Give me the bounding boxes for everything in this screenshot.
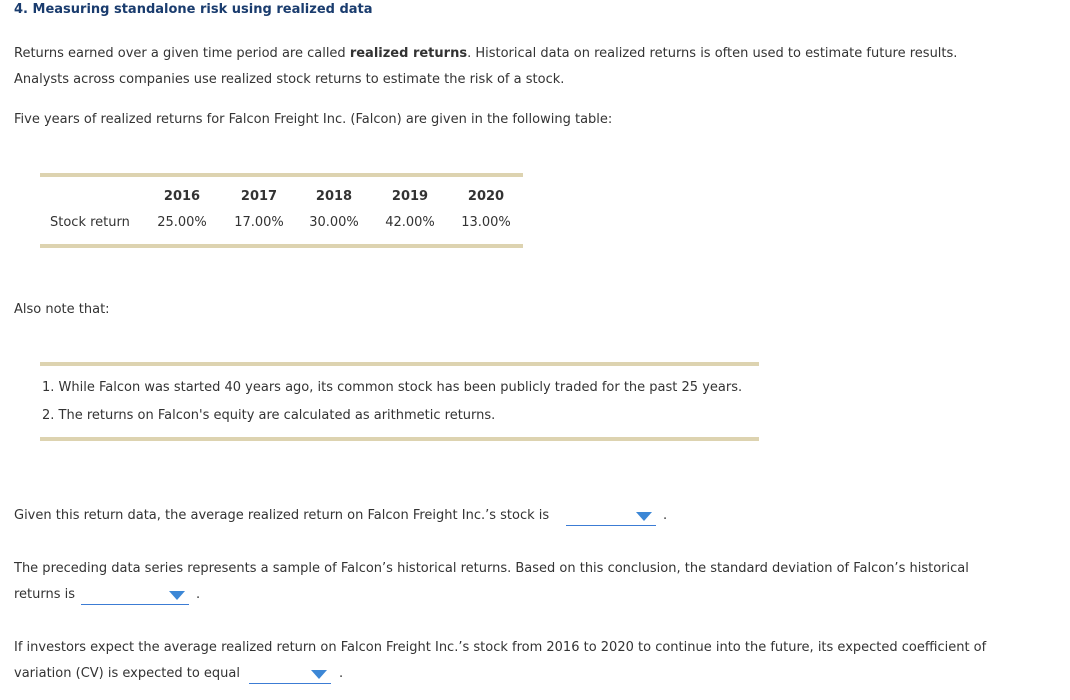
return-value: 13.00% <box>461 215 511 230</box>
intro-line-2: Analysts across companies use realized stock returns to estimate the risk of a stock. <box>14 72 565 87</box>
year-header: 2016 <box>163 189 201 204</box>
intro-text: Returns earned over a given time period are called <box>14 46 350 61</box>
intro-bold-term: realized returns <box>349 46 468 61</box>
table-bottom-rule <box>40 244 523 248</box>
section-title: 4. Measuring standalone risk using realized data <box>14 2 373 17</box>
year-header: 2017 <box>240 189 278 204</box>
note-item: 1. While Falcon was started 40 years ago, its common stock has been publicly traded for the past 25 years. <box>42 380 743 395</box>
also-note-label: Also note that: <box>14 302 110 317</box>
period: . <box>196 587 201 602</box>
intro-text: . Historical data on realized returns is often used to estimate future results. <box>467 46 958 61</box>
year-header: 2019 <box>391 189 429 204</box>
return-value: 17.00% <box>234 215 284 230</box>
return-value: 30.00% <box>309 215 359 230</box>
standard-deviation-dropdown[interactable] <box>81 584 189 605</box>
question-2-text: The preceding data series represents a sample of Falcon’s historical returns. Based on this conclusion, the standard deviation of Falcon’s historical <box>14 561 969 576</box>
question-2-text: returns is <box>14 587 76 602</box>
return-value: 42.00% <box>385 215 435 230</box>
question-3-text: If investors expect the average realized return on Falcon Freight Inc.’s stock from 2016 to 2020 to continue into the future, its expected coefficient of <box>14 640 987 655</box>
chevron-down-icon <box>169 591 185 600</box>
row-label: Stock return <box>50 215 130 230</box>
period: . <box>339 666 344 681</box>
year-header: 2020 <box>467 189 505 204</box>
question-3-text: variation (CV) is expected to equal <box>14 666 240 681</box>
question-1-text: Given this return data, the average realized return on Falcon Freight Inc.’s stock is <box>14 508 550 523</box>
chevron-down-icon <box>311 670 327 679</box>
intro-line-3: Five years of realized returns for Falcon Freight Inc. (Falcon) are given in the following table: <box>14 112 613 127</box>
notes-bottom-rule <box>40 437 759 441</box>
notes-top-rule <box>40 362 759 366</box>
average-return-dropdown[interactable] <box>566 505 656 526</box>
return-value: 25.00% <box>157 215 207 230</box>
year-header: 2018 <box>315 189 353 204</box>
table-top-rule <box>40 173 523 177</box>
chevron-down-icon <box>636 512 652 521</box>
intro-line-1 <box>14 46 957 61</box>
coefficient-of-variation-dropdown[interactable] <box>249 663 331 684</box>
period: . <box>663 508 668 523</box>
note-item: 2. The returns on Falcon's equity are calculated as arithmetic returns. <box>42 408 496 423</box>
